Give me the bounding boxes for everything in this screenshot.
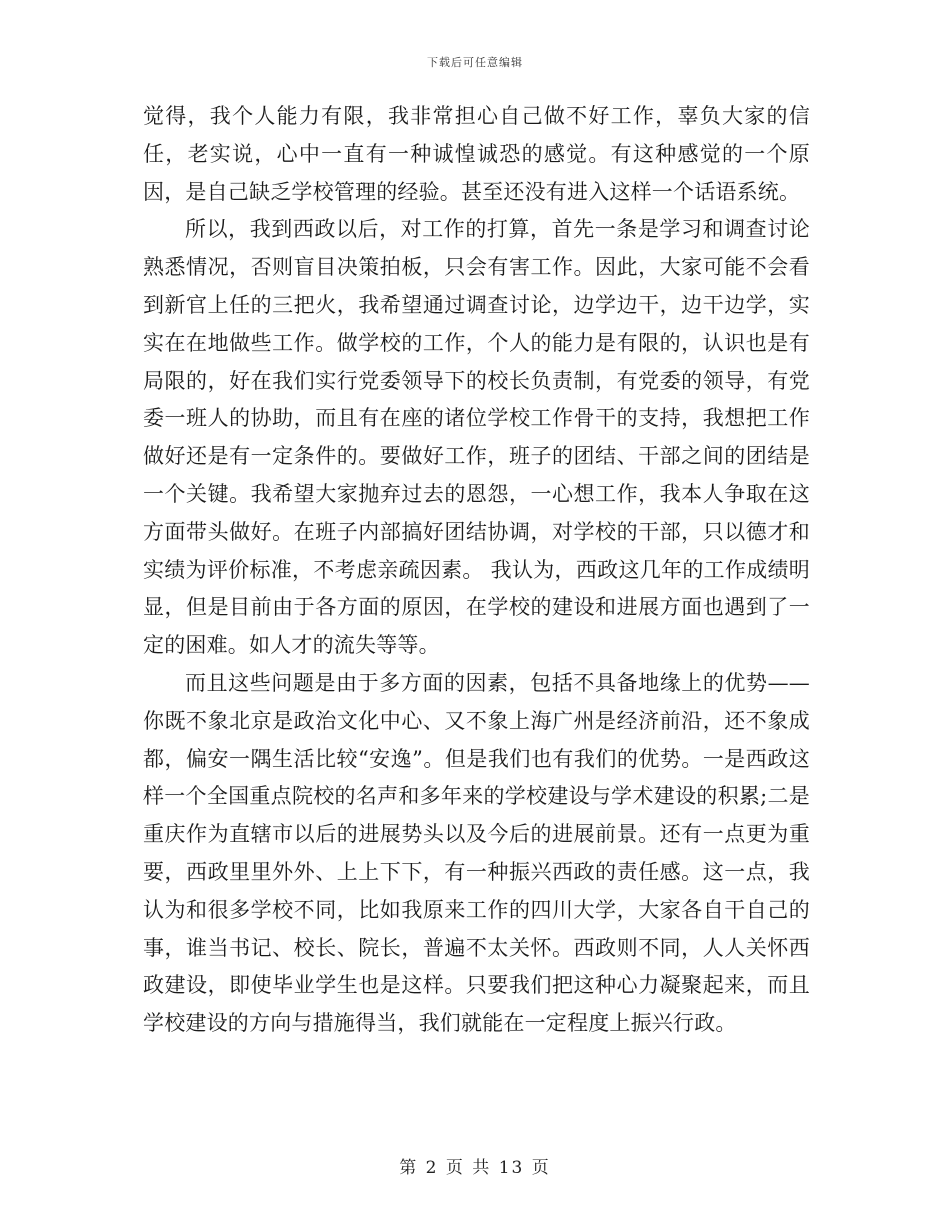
page-header: 下载后可任意编辑 [427,56,523,69]
paragraph-2: 所以，我到西政以后，对工作的打算，首先一条是学习和调查讨论熟悉情况，否则盲目决策拍板，只会有害工作。因此，大家可能不会看到新官上任的三把火，我希望通过调查讨论，边学边干，边干边学，实实在在地做些工作。做学校的工作，个人的能力是有限的，认识也是有局限的，好在我们实行党委领导下的校长负责制，有党委的领导，有党委一班人的协助，而且有在座的诸位学校工作骨干的支持，我想把工作做好还是有一定条件的。要做好工作，班子的团结、干部之间的团结是一个关键。我希望大家抛弃过去的恩怨，一心想工作，我本人争取在这方面带头做好。在班子内部搞好团结协调，对学校的干部，只以德才和实绩为评价标准，不考虑亲疏因素。 我认为，西政这几年的工作成绩明显，但是目前由于各方面的原因，在学校的建设和进展方面也遇到了一定的困难。如人才的流失等等。 [143,217,810,658]
paragraph-1: 觉得，我个人能力有限，我非常担心自己做不好工作，辜负大家的信任，老实说，心中一直有一种诚惶诚恐的感觉。有这种感觉的一个原因，是自己缺乏学校管理的经验。甚至还没有进入这样一个话语系统。 [143,104,810,204]
document-body [143,98,810,1043]
paragraph-3: 而且这些问题是由于多方面的因素，包括不具备地缘上的优势——你既不象北京是政治文化中心、又不象上海广州是经济前沿，还不象成都，偏安一隅生活比较“安逸”。但是我们也有我们的优势。一是西政这样一个全国重点院校的名声和多年来的学校建设与学术建设的积累;二是重庆作为直辖市以后的进展势头以及今后的进展前景。还有一点更为重要，西政里里外外、上上下下，有一种振兴西政的责任感。这一点，我认为和很多学校不同，比如我原来工作的四川大学，大家各自干自己的事，谁当书记、校长、院长，普遍不太关怀。西政则不同，人人关怀西政建设，即使毕业学生也是这样。只要我们把这种心力凝聚起来，而且学校建设的方向与措施得当，我们就能在一定程度上振兴行政。 [143,670,810,1036]
page-number: 第 2 页 共 13 页 [399,1158,551,1178]
